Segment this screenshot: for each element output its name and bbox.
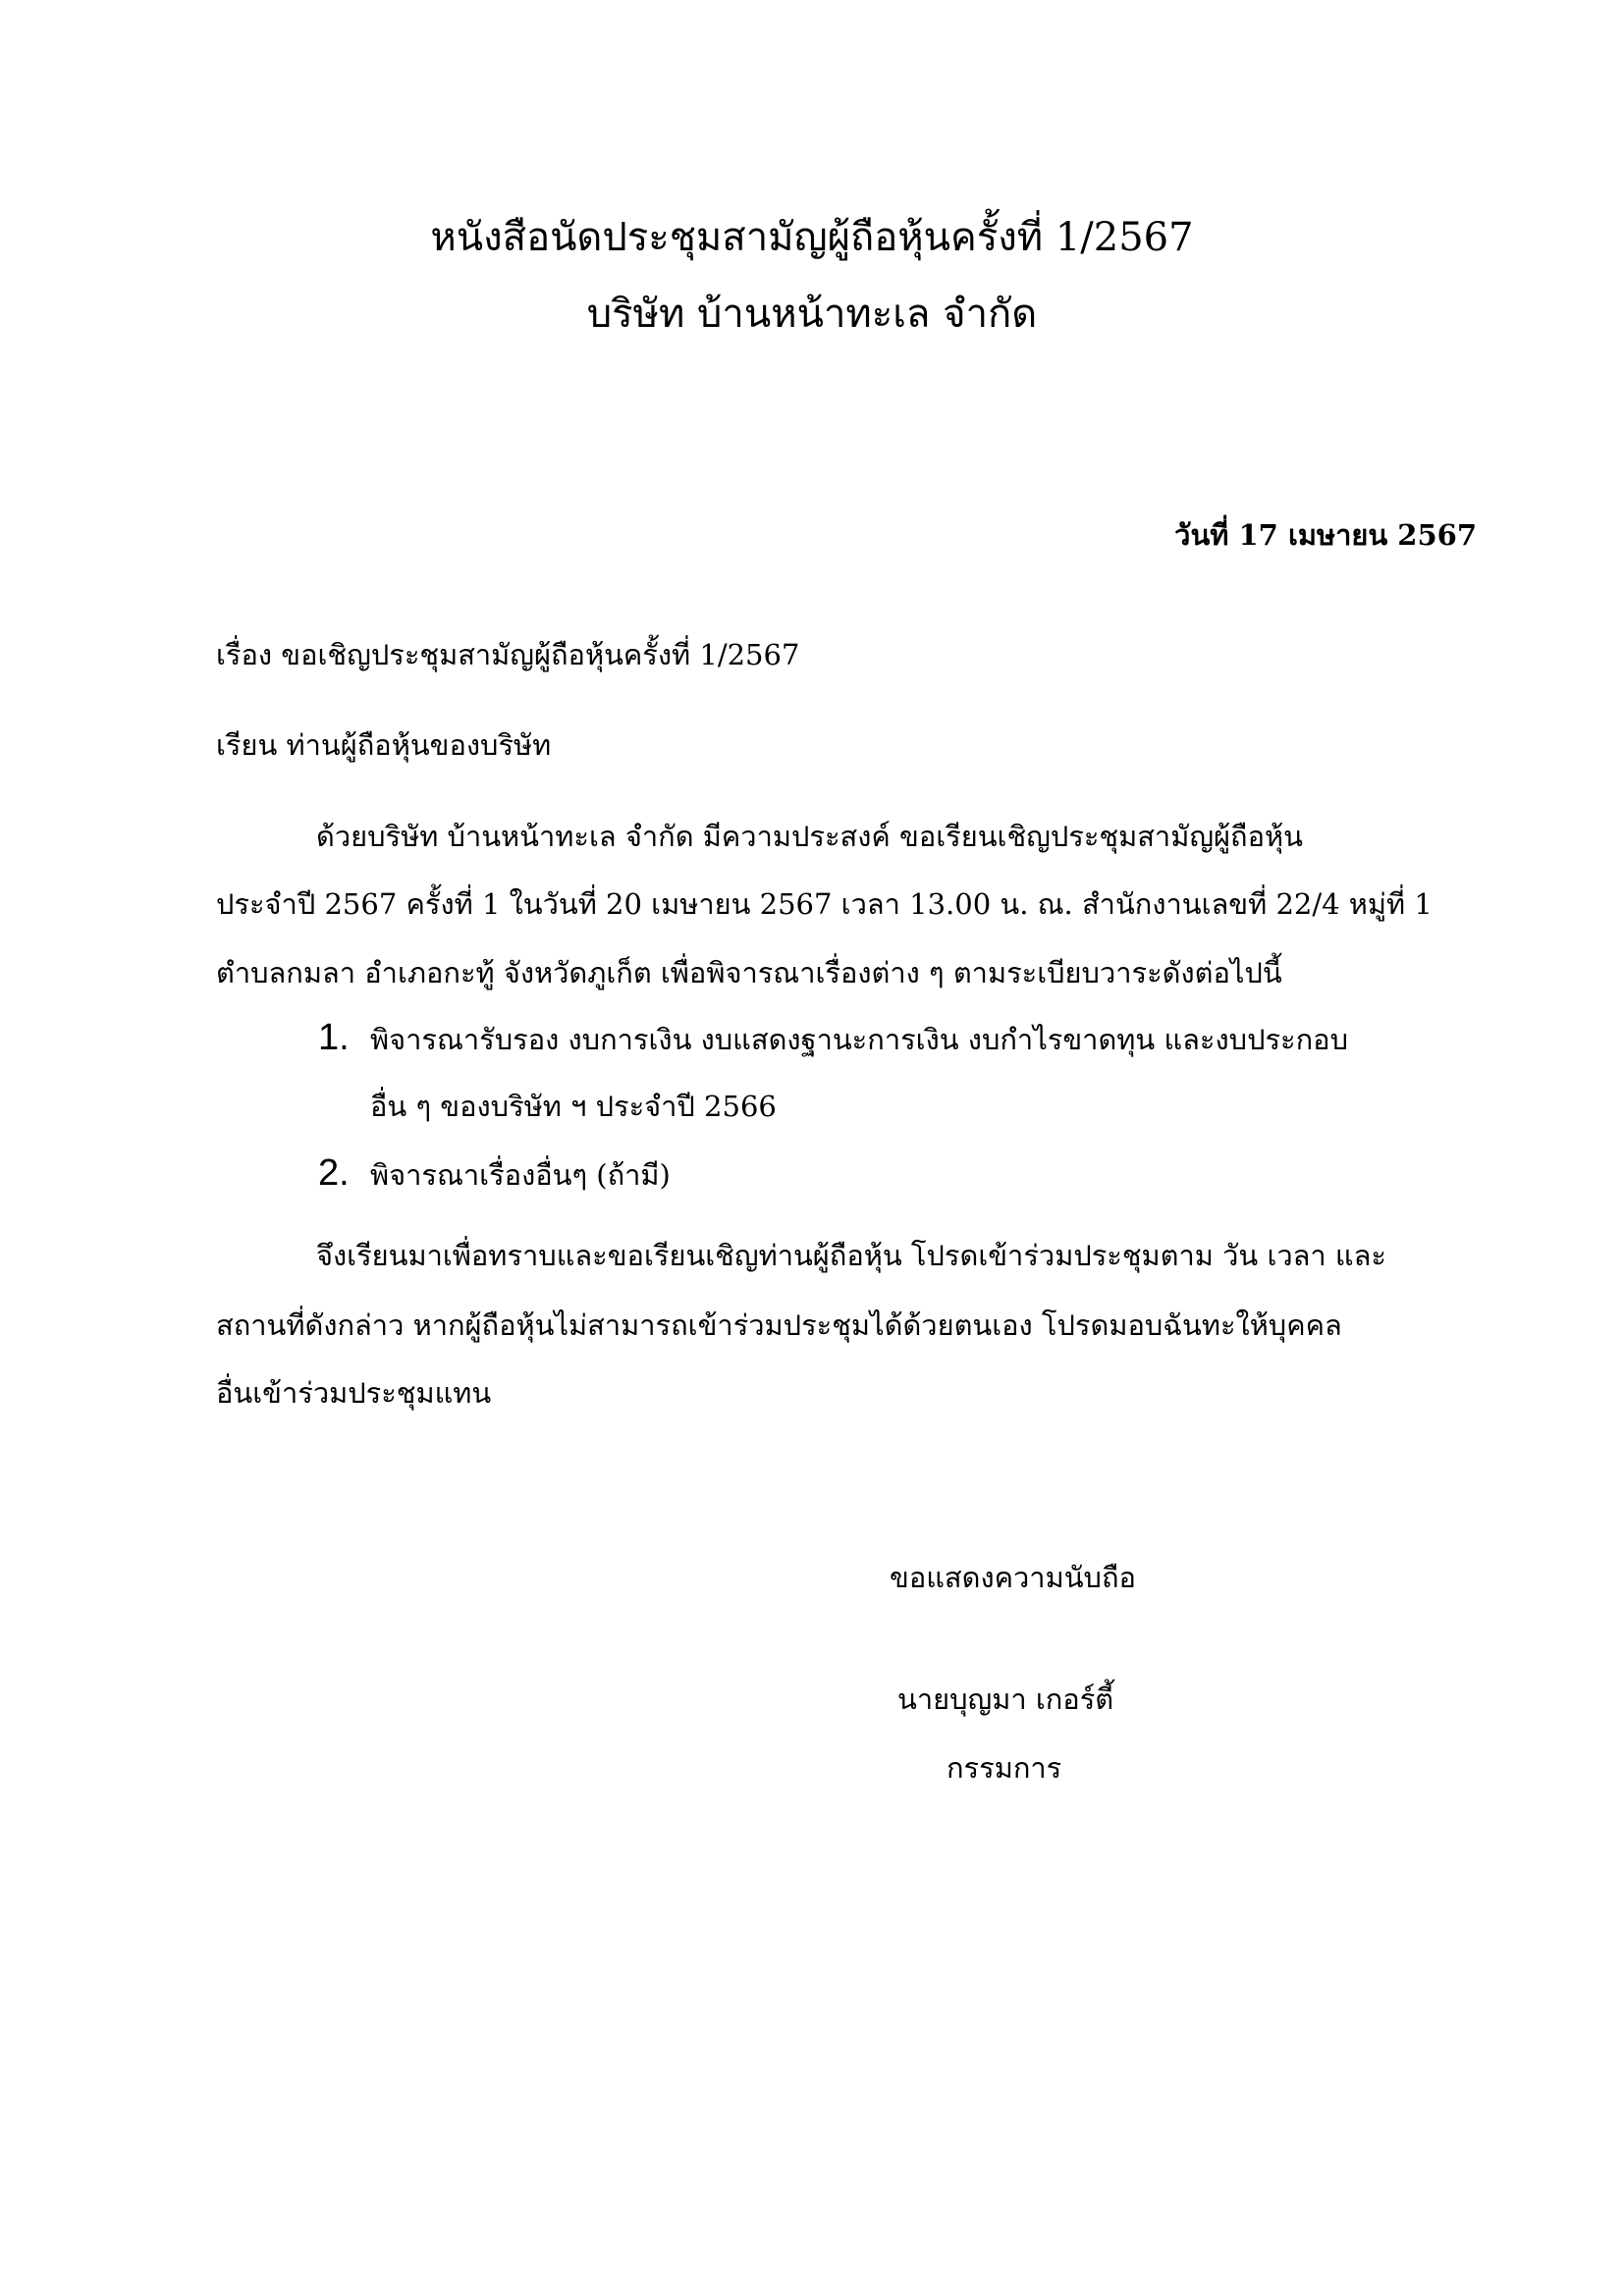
agenda-item-number: 2. (318, 1152, 350, 1194)
agenda-item-text: อื่น ๆ ของบริษัท ฯ ประจำปี 2566 (370, 1090, 777, 1123)
closing-phrase: ขอแสดงความนับถือ (890, 1561, 1136, 1594)
paragraph-line: ประจำปี 2567 ครั้งที่ 1 ในวันที่ 20 เมษายน 2567 เวลา 13.00 น. ณ. สำนักงานเลขที่ 22/4 หมู่ที่ 1 (216, 887, 1433, 921)
signer-position: กรรมการ (947, 1751, 1062, 1785)
paragraph-line: สถานที่ดังกล่าว หากผู้ถือหุ้นไม่สามารถเข้าร่วมประชุมได้ด้วยตนเอง โปรดมอบฉันทะให้บุคคล (216, 1308, 1342, 1342)
company-name: บริษัท บ้านหน้าทะเล จำกัด (586, 292, 1038, 337)
paragraph-line: ด้วยบริษัท บ้านหน้าทะเล จำกัด มีความประสงค์ ขอเรียนเชิญประชุมสามัญผู้ถือหุ้น (316, 820, 1303, 853)
paragraph-line: อื่นเข้าร่วมประชุมแทน (216, 1376, 492, 1410)
paragraph-line: จึงเรียนมาเพื่อทราบและขอเรียนเชิญท่านผู้ถือหุ้น โปรดเข้าร่วมประชุมตาม วัน เวลา และ (316, 1239, 1386, 1272)
agenda-item-text: พิจารณารับรอง งบการเงิน งบแสดงฐานะการเงิน งบกำไรขาดทุน และงบประกอบ (370, 1023, 1349, 1056)
agenda-item-text: พิจารณาเรื่องอื่นๆ (ถ้ามี) (370, 1158, 671, 1192)
letter-subject: เรื่อง ขอเชิญประชุมสามัญผู้ถือหุ้นครั้งที่ 1/2567 (216, 638, 800, 671)
agenda-item-number: 1. (318, 1017, 350, 1058)
signer-name: นายบุญมา เกอร์ตี้ (897, 1682, 1114, 1716)
letter-recipient: เรียน ท่านผู้ถือหุ้นของบริษัท (216, 728, 552, 762)
letter-date: วันที่ 17 เมษายน 2567 (1174, 518, 1477, 552)
paragraph-line: ตำบลกมลา อำเภอกะทู้ จังหวัดภูเก็ต เพื่อพิจารณาเรื่องต่าง ๆ ตามระเบียบวาระดังต่อไปนี้ (216, 956, 1282, 989)
letter-title: หนังสือนัดประชุมสามัญผู้ถือหุ้นครั้งที่ 1/2567 (430, 215, 1194, 260)
